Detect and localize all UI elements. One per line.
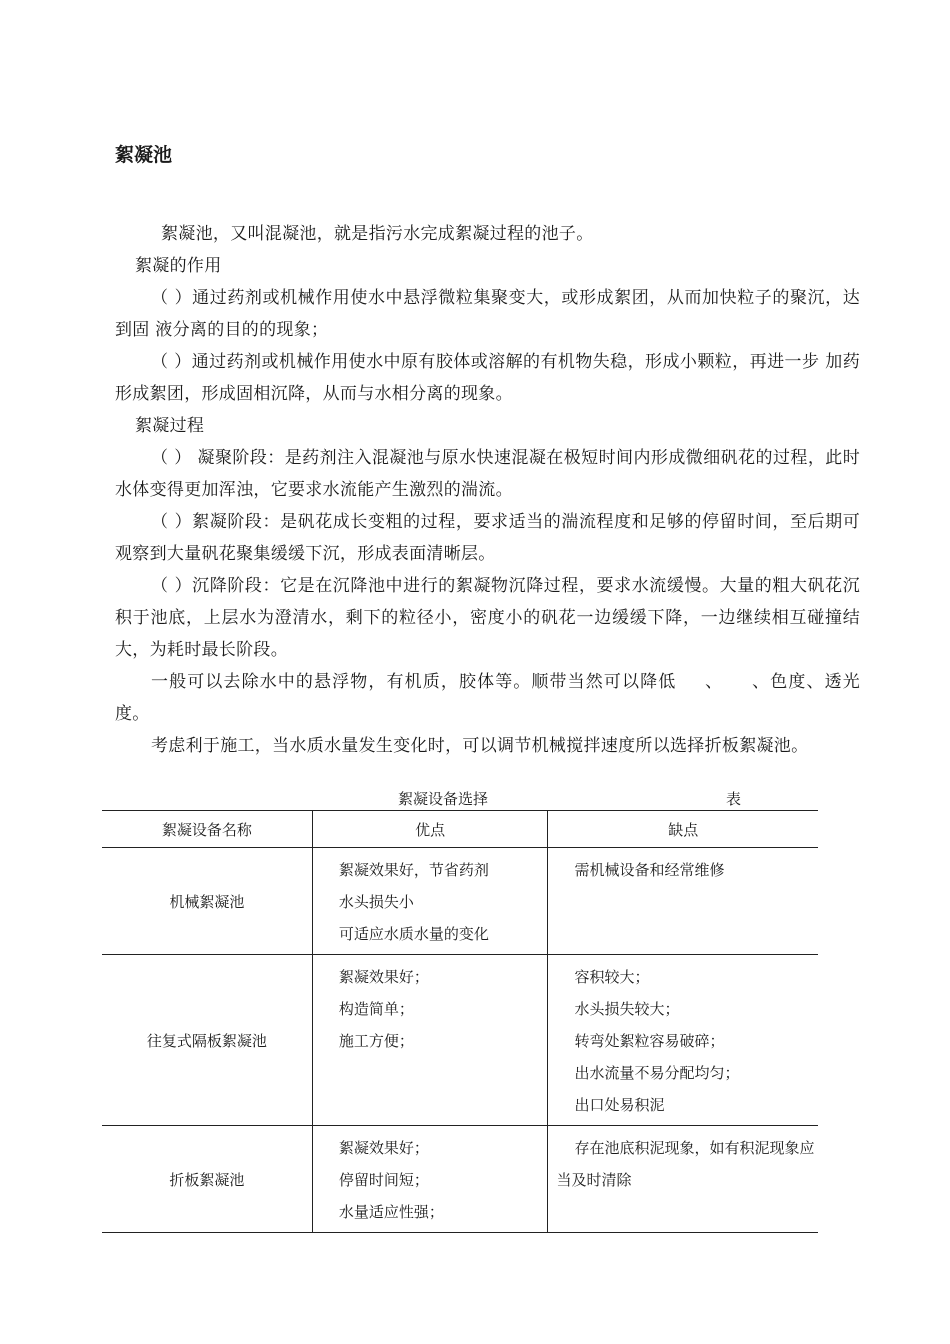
conclusion-paragraph: 考虑利于施工，当水质水量发生变化时，可以调节机械搅拌速度所以选择折板絮凝池。 xyxy=(151,736,809,756)
row-name: 往复式隔板絮凝池 xyxy=(102,955,312,1126)
con-line: 需机械设备和经常维修 xyxy=(574,861,725,879)
pro-line: 絮凝效果好； xyxy=(338,968,429,986)
table-row xyxy=(102,848,818,955)
page-title: 絮凝池 xyxy=(115,144,173,166)
table-caption-main: 絮凝设备选择 xyxy=(398,790,489,808)
con-line: 水头损失较大； xyxy=(574,1000,680,1018)
table-header-row xyxy=(102,811,818,848)
row-name: 折板絮凝池 xyxy=(102,1126,312,1233)
header-cons: 缺点 xyxy=(548,811,818,848)
header-name: 絮凝设备名称 xyxy=(102,811,312,848)
row-cons xyxy=(548,955,818,1126)
row-cons xyxy=(548,1126,818,1233)
removal-tail: 、色度、透光度。 xyxy=(115,672,860,724)
section-heading-function: 絮凝的作用 xyxy=(135,256,222,276)
removal-text: 一般可以去除水中的悬浮物，有机质，胶体等。顺带当然可以降低 xyxy=(151,672,677,692)
row-pros xyxy=(312,1126,548,1233)
pro-line: 水量适应性强； xyxy=(338,1203,444,1221)
section-heading-process: 絮凝过程 xyxy=(135,416,205,436)
pro-line: 水头损失小 xyxy=(338,893,414,911)
intro-paragraph: 絮凝池，又叫混凝池，就是指污水完成絮凝过程的池子。 xyxy=(161,224,594,244)
con-line: 转弯处絮粒容易破碎； xyxy=(574,1032,725,1050)
function-item-2: （ ）通过药剂或机械作用使水中原有胶体或溶解的有机物失稳，形成小颗粒，再进一步 加药 形成絮团，形成固相沉降，从而与水相分离的现象。 xyxy=(115,352,860,404)
table-row xyxy=(102,1126,818,1233)
table-caption-suffix: 表 xyxy=(726,790,742,808)
pro-line: 可适应水质水量的变化 xyxy=(338,925,489,943)
table-caption xyxy=(102,788,818,810)
row-pros xyxy=(312,955,548,1126)
pro-line: 施工方便； xyxy=(338,1032,414,1050)
removal-paragraph xyxy=(115,666,860,730)
con-line: 出口处易积泥 xyxy=(574,1096,665,1114)
removal-separator: 、 xyxy=(704,672,724,692)
header-pros: 优点 xyxy=(312,811,548,848)
pro-line: 构造简单； xyxy=(338,1000,414,1018)
function-item-1: （ ）通过药剂或机械作用使水中悬浮微粒集聚变大，或形成絮团，从而加快粒子的聚沉，达到固 液分离的目的的现象； xyxy=(115,288,860,340)
con-line: 出水流量不易分配均匀； xyxy=(574,1064,740,1082)
process-item-1: （ ） 凝聚阶段：是药剂注入混凝池与原水快速混凝在极短时间内形成微细矾花的过程，此时水体变得更加浑浊，它要求水流能产生激烈的湍流。 xyxy=(115,448,860,500)
pro-line: 絮凝效果好； xyxy=(338,1139,429,1157)
equipment-selection-table xyxy=(102,810,818,1233)
document-body xyxy=(115,140,860,762)
row-name: 机械絮凝池 xyxy=(102,848,312,955)
process-item-2: （ ）絮凝阶段：是矾花成长变粗的过程，要求适当的湍流程度和足够的停留时间，至后期可观察到大量矾花聚集缓缓下沉，形成表面清晰层。 xyxy=(115,512,860,564)
con-line: 容积较大； xyxy=(574,968,650,986)
pro-line: 停留时间短； xyxy=(338,1171,429,1189)
con-line: 存在池底积泥现象，如有积泥现象应当及时清除 xyxy=(556,1139,815,1189)
table-row xyxy=(102,955,818,1126)
process-item-3: （ ）沉降阶段：它是在沉降池中进行的絮凝物沉降过程，要求水流缓慢。大量的粗大矾花沉积于池底，上层水为澄清水，剩下的粒径小，密度小的矾花一边缓缓下降，一边继续相互碰撞结大，为耗时最长阶段。 xyxy=(115,576,860,660)
row-cons xyxy=(548,848,818,955)
row-pros xyxy=(312,848,548,955)
pro-line: 絮凝效果好，节省药剂 xyxy=(338,861,489,879)
